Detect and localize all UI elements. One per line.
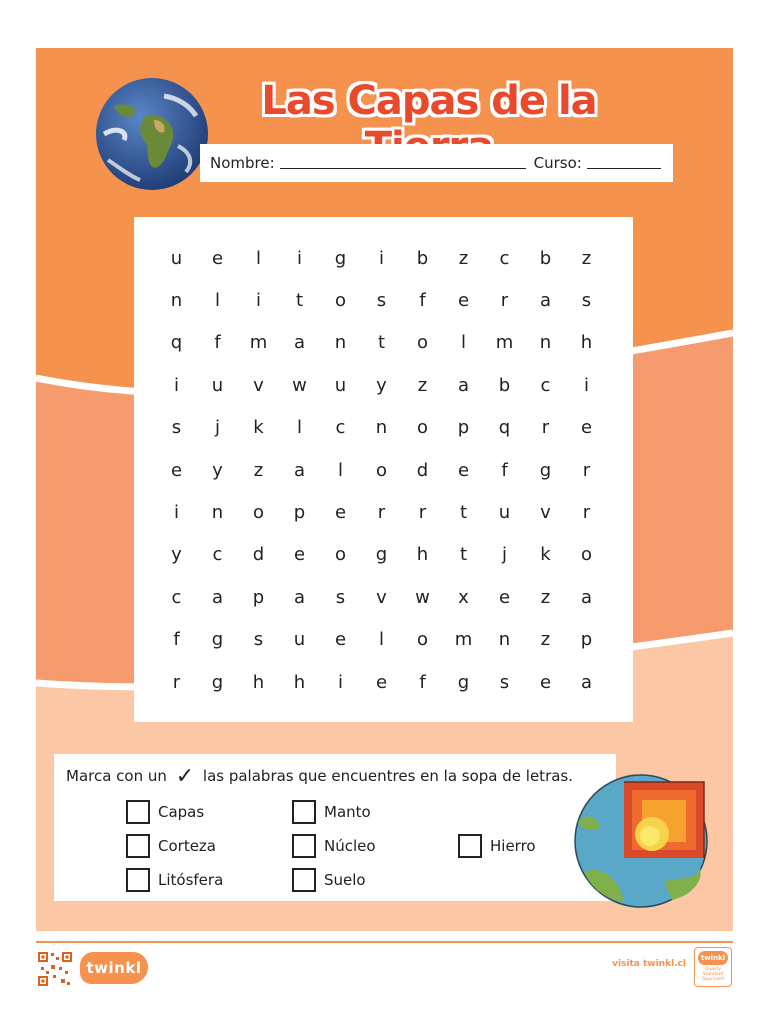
grid-letter[interactable]: l	[296, 417, 302, 439]
word-label: Núcleo	[324, 837, 376, 855]
grid-letter[interactable]: d	[416, 459, 429, 481]
checkbox[interactable]	[126, 868, 150, 892]
grid-letter[interactable]: j	[501, 544, 507, 566]
grid-letter[interactable]: h	[252, 671, 265, 693]
grid-letter[interactable]: i	[337, 671, 343, 693]
grid-letter[interactable]: t	[377, 332, 386, 354]
word-list-panel	[54, 754, 616, 901]
name-label: Nombre:	[210, 154, 275, 172]
grid-letter[interactable]: u	[170, 247, 183, 269]
grid-letter[interactable]: c	[171, 586, 182, 608]
visit-link[interactable]: visita twinkl.cl	[612, 959, 686, 969]
grid-letter[interactable]: k	[540, 544, 551, 566]
grid-letter[interactable]: n	[539, 332, 552, 354]
grid-letter[interactable]: l	[214, 290, 220, 312]
grid-letter[interactable]: b	[539, 247, 552, 269]
grid-letter[interactable]: s	[581, 290, 592, 312]
word-label: Suelo	[324, 871, 366, 889]
grid-letter[interactable]: y	[212, 459, 223, 481]
word-search-grid	[156, 237, 607, 703]
word-item-corteza[interactable]	[126, 834, 216, 858]
name-course-bar	[200, 144, 673, 182]
checkbox[interactable]	[292, 834, 316, 858]
grid-letter[interactable]: n	[170, 290, 183, 312]
grid-letter[interactable]: o	[416, 417, 428, 439]
grid-letter[interactable]: r	[418, 502, 427, 524]
word-label: Manto	[324, 803, 371, 821]
instructions	[66, 764, 573, 789]
grid-letter[interactable]: a	[211, 586, 224, 608]
word-label: Corteza	[158, 837, 216, 855]
grid-letter[interactable]: l	[337, 459, 343, 481]
grid-letter[interactable]: s	[171, 417, 182, 439]
grid-letter[interactable]: l	[378, 629, 384, 651]
grid-letter[interactable]: l	[255, 247, 261, 269]
grid-letter[interactable]: c	[540, 374, 551, 396]
grid-letter[interactable]: o	[252, 502, 264, 524]
instruction-after: las palabras que encuentres en la sopa de letras.	[202, 767, 574, 785]
grid-letter[interactable]: m	[454, 629, 473, 651]
grid-letter[interactable]: e	[580, 417, 593, 439]
grid-letter[interactable]: q	[170, 332, 183, 354]
badge-text: Quality Standard Approved	[702, 967, 724, 982]
word-search-box	[134, 217, 633, 722]
grid-letter[interactable]: u	[498, 502, 511, 524]
grid-letter[interactable]: y	[171, 544, 182, 566]
grid-letter[interactable]: a	[457, 374, 470, 396]
grid-letter[interactable]: i	[296, 247, 302, 269]
grid-letter[interactable]: c	[335, 417, 346, 439]
grid-letter[interactable]: n	[211, 502, 224, 524]
grid-letter[interactable]: a	[293, 586, 306, 608]
grid-letter[interactable]: e	[293, 544, 306, 566]
grid-letter[interactable]: o	[416, 332, 428, 354]
grid-letter[interactable]: u	[211, 374, 224, 396]
grid-letter[interactable]: d	[252, 544, 265, 566]
twinkl-logo[interactable]: twinkl	[80, 952, 148, 984]
grid-letter[interactable]: e	[457, 459, 470, 481]
word-label: Litósfera	[158, 871, 224, 889]
quality-badge	[694, 947, 732, 987]
grid-letter[interactable]: h	[416, 544, 429, 566]
page-title: Las Capas de la	[261, 78, 597, 124]
grid-letter[interactable]: u	[334, 374, 347, 396]
grid-letter[interactable]: b	[498, 374, 511, 396]
grid-letter[interactable]: r	[582, 459, 591, 481]
grid-letter[interactable]: k	[253, 417, 264, 439]
grid-letter[interactable]: i	[583, 374, 589, 396]
grid-letter[interactable]: o	[375, 459, 387, 481]
grid-letter[interactable]: v	[253, 374, 264, 396]
grid-letter[interactable]: g	[375, 544, 388, 566]
grid-letter[interactable]: c	[212, 544, 223, 566]
grid-letter[interactable]: j	[214, 417, 220, 439]
grid-letter[interactable]: m	[495, 332, 514, 354]
grid-letter[interactable]: e	[211, 247, 224, 269]
grid-letter[interactable]: z	[581, 247, 592, 269]
grid-letter[interactable]: n	[334, 332, 347, 354]
checkbox[interactable]	[292, 868, 316, 892]
grid-letter[interactable]: u	[293, 629, 306, 651]
footer-divider	[36, 941, 733, 943]
grid-letter[interactable]: y	[376, 374, 387, 396]
name-field[interactable]	[280, 158, 526, 169]
grid-letter[interactable]: i	[173, 374, 179, 396]
grid-letter[interactable]: z	[253, 459, 264, 481]
check-mark-icon: ✓	[175, 764, 195, 789]
grid-letter[interactable]: i	[255, 290, 261, 312]
instruction-before: Marca con un	[66, 767, 167, 785]
grid-letter[interactable]: r	[541, 417, 550, 439]
grid-letter[interactable]: r	[500, 290, 509, 312]
word-item-nucleo[interactable]	[292, 834, 376, 858]
grid-letter[interactable]: a	[580, 671, 593, 693]
grid-letter[interactable]: o	[334, 290, 346, 312]
grid-letter[interactable]: a	[293, 332, 306, 354]
checkbox[interactable]	[292, 800, 316, 824]
grid-letter[interactable]: f	[173, 629, 180, 651]
qr-code-icon	[37, 951, 73, 987]
grid-letter[interactable]: p	[293, 502, 306, 524]
grid-letter[interactable]: e	[334, 502, 347, 524]
grid-letter[interactable]: e	[457, 290, 470, 312]
word-item-capas[interactable]	[126, 800, 204, 824]
grid-letter[interactable]: h	[580, 332, 593, 354]
grid-letter[interactable]: w	[292, 374, 307, 396]
grid-letter[interactable]: o	[334, 544, 346, 566]
grid-letter[interactable]: g	[334, 247, 347, 269]
grid-letter[interactable]: o	[580, 544, 592, 566]
grid-letter[interactable]: e	[375, 671, 388, 693]
grid-letter[interactable]: g	[457, 671, 470, 693]
worksheet	[36, 48, 733, 931]
grid-letter[interactable]: s	[499, 671, 510, 693]
checkbox[interactable]	[126, 800, 150, 824]
word-label: Hierro	[490, 837, 536, 855]
grid-letter[interactable]: e	[334, 629, 347, 651]
checkbox[interactable]	[126, 834, 150, 858]
grid-letter[interactable]: w	[415, 586, 430, 608]
grid-letter[interactable]: l	[460, 332, 466, 354]
grid-letter[interactable]: z	[417, 374, 428, 396]
grid-letter[interactable]: f	[501, 459, 508, 481]
grid-letter[interactable]: i	[378, 247, 384, 269]
grid-letter[interactable]: t	[295, 290, 304, 312]
course-field[interactable]	[587, 158, 661, 169]
grid-letter[interactable]: e	[498, 586, 511, 608]
grid-letter[interactable]: m	[249, 332, 268, 354]
grid-letter[interactable]: s	[253, 629, 264, 651]
grid-letter[interactable]: c	[499, 247, 510, 269]
grid-letter[interactable]: a	[580, 586, 593, 608]
grid-letter[interactable]: p	[252, 586, 265, 608]
grid-letter[interactable]: e	[170, 459, 183, 481]
grid-letter[interactable]: r	[172, 671, 181, 693]
checkbox[interactable]	[458, 834, 482, 858]
badge-logo: twinkl	[698, 951, 728, 965]
grid-letter[interactable]: s	[376, 290, 387, 312]
grid-letter[interactable]: i	[173, 502, 179, 524]
grid-letter[interactable]: v	[376, 586, 387, 608]
grid-letter[interactable]: r	[377, 502, 386, 524]
grid-letter[interactable]: h	[293, 671, 306, 693]
grid-letter[interactable]: f	[419, 671, 426, 693]
grid-letter[interactable]: p	[580, 629, 593, 651]
grid-letter[interactable]: e	[539, 671, 552, 693]
word-label: Capas	[158, 803, 205, 821]
course-label: Curso:	[533, 154, 582, 172]
grid-letter[interactable]: b	[416, 247, 429, 269]
word-item-hierro[interactable]	[458, 834, 536, 858]
grid-letter[interactable]: q	[498, 417, 511, 439]
earth-layers-image	[564, 772, 718, 910]
grid-letter[interactable]: f	[214, 332, 221, 354]
grid-letter[interactable]: o	[416, 629, 428, 651]
word-item-litosfera[interactable]	[126, 868, 223, 892]
grid-letter[interactable]: x	[458, 586, 469, 608]
earth-globe-image	[94, 76, 210, 192]
grid-letter[interactable]: z	[540, 629, 551, 651]
grid-letter[interactable]: t	[459, 502, 468, 524]
grid-letter[interactable]: f	[419, 290, 426, 312]
word-item-manto[interactable]	[292, 800, 371, 824]
grid-letter[interactable]: t	[459, 544, 468, 566]
grid-letter[interactable]: g	[211, 671, 224, 693]
word-item-suelo[interactable]	[292, 868, 366, 892]
grid-letter[interactable]: s	[335, 586, 346, 608]
grid-letter[interactable]: v	[540, 502, 551, 524]
grid-letter[interactable]: r	[582, 502, 591, 524]
grid-letter[interactable]: n	[375, 417, 388, 439]
grid-letter[interactable]: z	[458, 247, 469, 269]
grid-letter[interactable]: n	[498, 629, 511, 651]
grid-letter[interactable]: z	[540, 586, 551, 608]
grid-letter[interactable]: a	[539, 290, 552, 312]
grid-letter[interactable]: g	[539, 459, 552, 481]
grid-letter[interactable]: g	[211, 629, 224, 651]
grid-letter[interactable]: p	[457, 417, 470, 439]
grid-letter[interactable]: a	[293, 459, 306, 481]
